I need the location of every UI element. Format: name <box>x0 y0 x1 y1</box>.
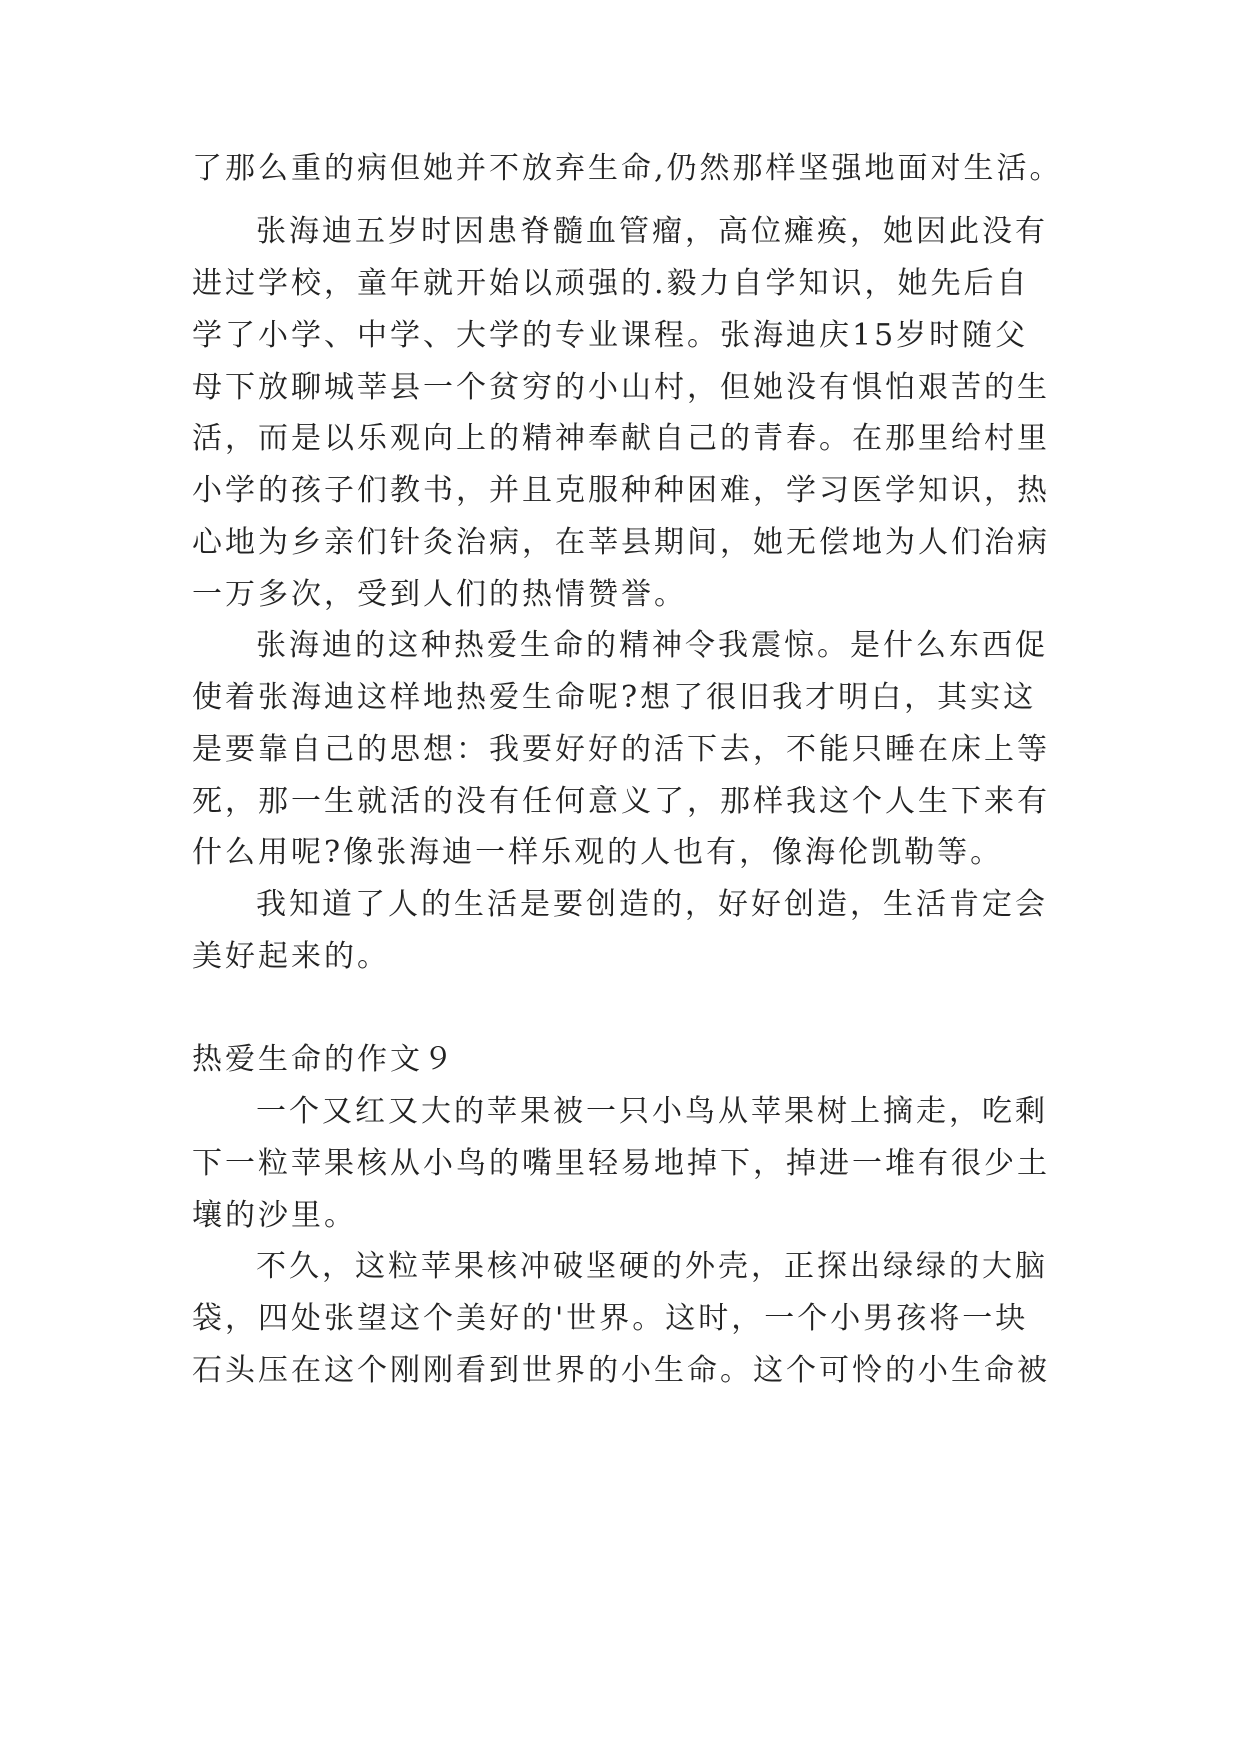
text-line: 死，那一生就活的没有任何意义了，那样我这个人生下来有 <box>192 784 1050 819</box>
section-heading: 热爱生命的作文９ <box>192 1042 456 1077</box>
text-line: 心地为乡亲们针灸治病，在莘县期间，她无偿地为人们治病 <box>192 525 1050 560</box>
text-line: 壤的沙里。 <box>192 1198 357 1233</box>
text-line: 什么用呢?像张海迪一样乐观的人也有，像海伦凯勒等。 <box>192 835 1004 870</box>
text-line: 石头压在这个刚刚看到世界的小生命。这个可怜的小生命被 <box>192 1353 1050 1388</box>
paragraph-start: 张海迪的这种热爱生命的精神令我震惊。是什么东西促 <box>256 628 1048 663</box>
text-line: 小学的孩子们教书，并且克服种种困难，学习医学知识，热 <box>192 473 1050 508</box>
text-line: 进过学校，童年就开始以顽强的.毅力自学知识，她先后自 <box>192 266 1030 301</box>
text-line: 袋，四处张望这个美好的'世界。这时，一个小男孩将一块 <box>192 1301 1029 1336</box>
paragraph-start: 我知道了人的生活是要创造的，好好创造，生活肯定会 <box>256 887 1048 922</box>
text-line: 美好起来的。 <box>192 939 390 974</box>
text-line: 一万多次，受到人们的热情赞誉。 <box>192 577 687 612</box>
text-line: 下一粒苹果核从小鸟的嘴里轻易地掉下，掉进一堆有很少土 <box>192 1146 1050 1181</box>
text-line: 使着张海迪这样地热爱生命呢?想了很旧我才明白，其实这 <box>192 680 1037 715</box>
text-line: 母下放聊城莘县一个贫穷的小山村，但她没有惧怕艰苦的生 <box>192 370 1050 405</box>
text-line: 活，而是以乐观向上的精神奉献自己的青春。在那里给村里 <box>192 421 1050 456</box>
text-line: 是要靠自己的思想：我要好好的活下去，不能只睡在床上等 <box>192 732 1050 767</box>
text-line: 学了小学、中学、大学的专业课程。张海迪庆15岁时随父 <box>192 318 1029 353</box>
paragraph-start: 张海迪五岁时因患脊髓血管瘤，高位瘫痪，她因此没有 <box>256 214 1048 249</box>
paragraph-start: 一个又红又大的苹果被一只小鸟从苹果树上摘走，吃剩 <box>256 1094 1048 1129</box>
text-line: 了那么重的病但她并不放弃生命,仍然那样坚强地面对生活。 <box>192 151 1063 186</box>
paragraph-start: 不久，这粒苹果核冲破坚硬的外壳，正探出绿绿的大脑 <box>256 1249 1048 1284</box>
